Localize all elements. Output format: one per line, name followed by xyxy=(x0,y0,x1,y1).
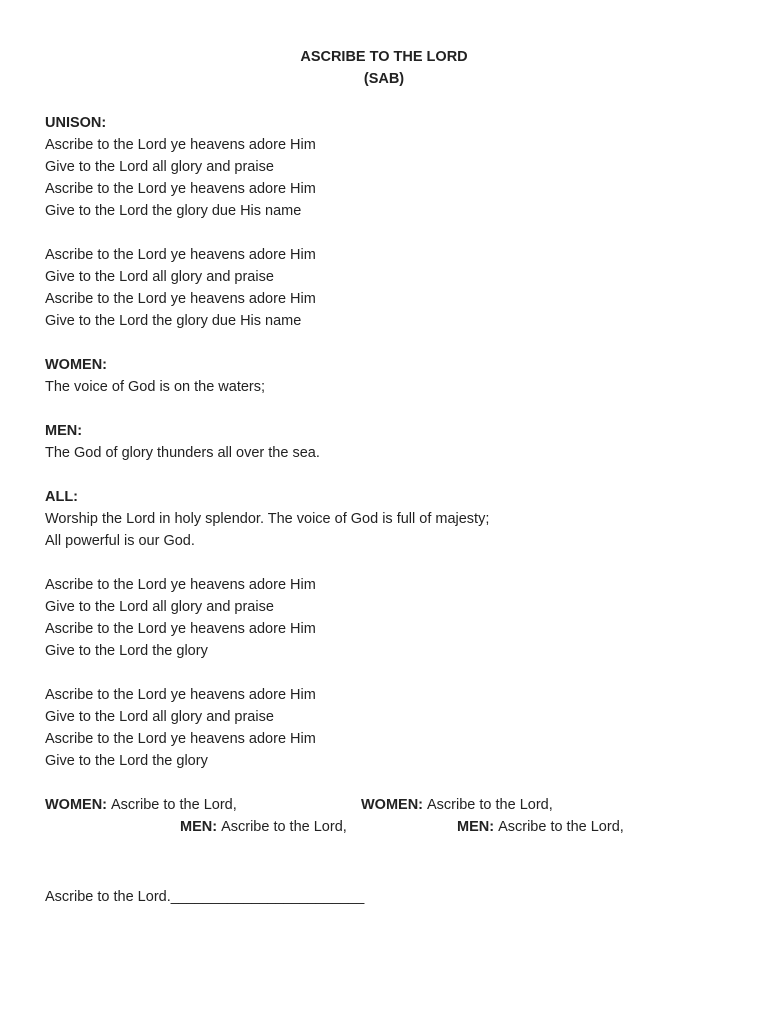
call-response-row-men xyxy=(45,816,723,838)
lyric-line: Give to the Lord the glory xyxy=(45,643,208,659)
lyric-line: Give to the Lord the glory due His name xyxy=(45,313,302,329)
voice-label-women: WOMEN: xyxy=(361,797,424,813)
spacer xyxy=(45,552,723,574)
call-response-segment xyxy=(45,794,237,816)
lyric-line: Ascribe to the Lord ye heavens adore Him xyxy=(45,731,316,747)
section-label-men: MEN: xyxy=(45,423,83,439)
voice-label-women: WOMEN: xyxy=(45,797,108,813)
lyric-line: Give to the Lord all glory and praise xyxy=(45,269,274,285)
lyric-line: Worship the Lord in holy splendor. The voice of God is full of majesty; xyxy=(45,511,490,527)
lyric-line: Ascribe to the Lord ye heavens adore Him xyxy=(45,687,316,703)
lyric-line: Ascribe to the Lord ye heavens adore Him xyxy=(45,291,316,307)
voice-label-men: MEN: xyxy=(180,819,218,835)
lyric-line: Ascribe to the Lord ye heavens adore Him xyxy=(45,577,316,593)
spacer xyxy=(45,838,723,860)
voice-text: Ascribe to the Lord, xyxy=(498,819,624,835)
lyric-line: Give to the Lord all glory and praise xyxy=(45,709,274,725)
lyric-line: Give to the Lord the glory due His name xyxy=(45,203,302,219)
call-response-row-women xyxy=(45,794,723,816)
lyric-line: Give to the Lord all glory and praise xyxy=(45,159,274,175)
spacer xyxy=(45,398,723,420)
page-subtitle: (SAB) xyxy=(363,71,405,87)
section-label-women: WOMEN: xyxy=(45,357,108,373)
voice-text: Ascribe to the Lord, xyxy=(427,797,553,813)
page-title: ASCRIBE TO THE LORD xyxy=(300,49,468,65)
closing-line: Ascribe to the Lord.________________________ xyxy=(45,889,365,905)
spacer xyxy=(45,860,723,882)
lyric-line: Give to the Lord all glory and praise xyxy=(45,599,274,615)
spacer xyxy=(45,772,723,794)
call-response-segment xyxy=(457,816,624,838)
lyric-line: Ascribe to the Lord ye heavens adore Him xyxy=(45,621,316,637)
voice-label-men: MEN: xyxy=(457,819,495,835)
lyric-line: Ascribe to the Lord ye heavens adore Him xyxy=(45,181,316,197)
section-label-all: ALL: xyxy=(45,489,79,505)
lyric-line: All powerful is our God. xyxy=(45,533,195,549)
voice-text: Ascribe to the Lord, xyxy=(111,797,237,813)
spacer xyxy=(45,222,723,244)
call-response-segment xyxy=(361,794,553,816)
call-response-segment xyxy=(180,816,347,838)
spacer xyxy=(45,464,723,486)
lyric-line: The voice of God is on the waters; xyxy=(45,379,266,395)
lyric-line: Ascribe to the Lord ye heavens adore Him xyxy=(45,137,316,153)
voice-text: Ascribe to the Lord, xyxy=(221,819,347,835)
lyric-line: Give to the Lord the glory xyxy=(45,753,208,769)
section-label-unison: UNISON: xyxy=(45,115,107,131)
spacer xyxy=(45,332,723,354)
spacer xyxy=(45,662,723,684)
lyric-line: The God of glory thunders all over the sea. xyxy=(45,445,320,461)
lyric-line: Ascribe to the Lord ye heavens adore Him xyxy=(45,247,316,263)
spacer xyxy=(45,90,723,112)
